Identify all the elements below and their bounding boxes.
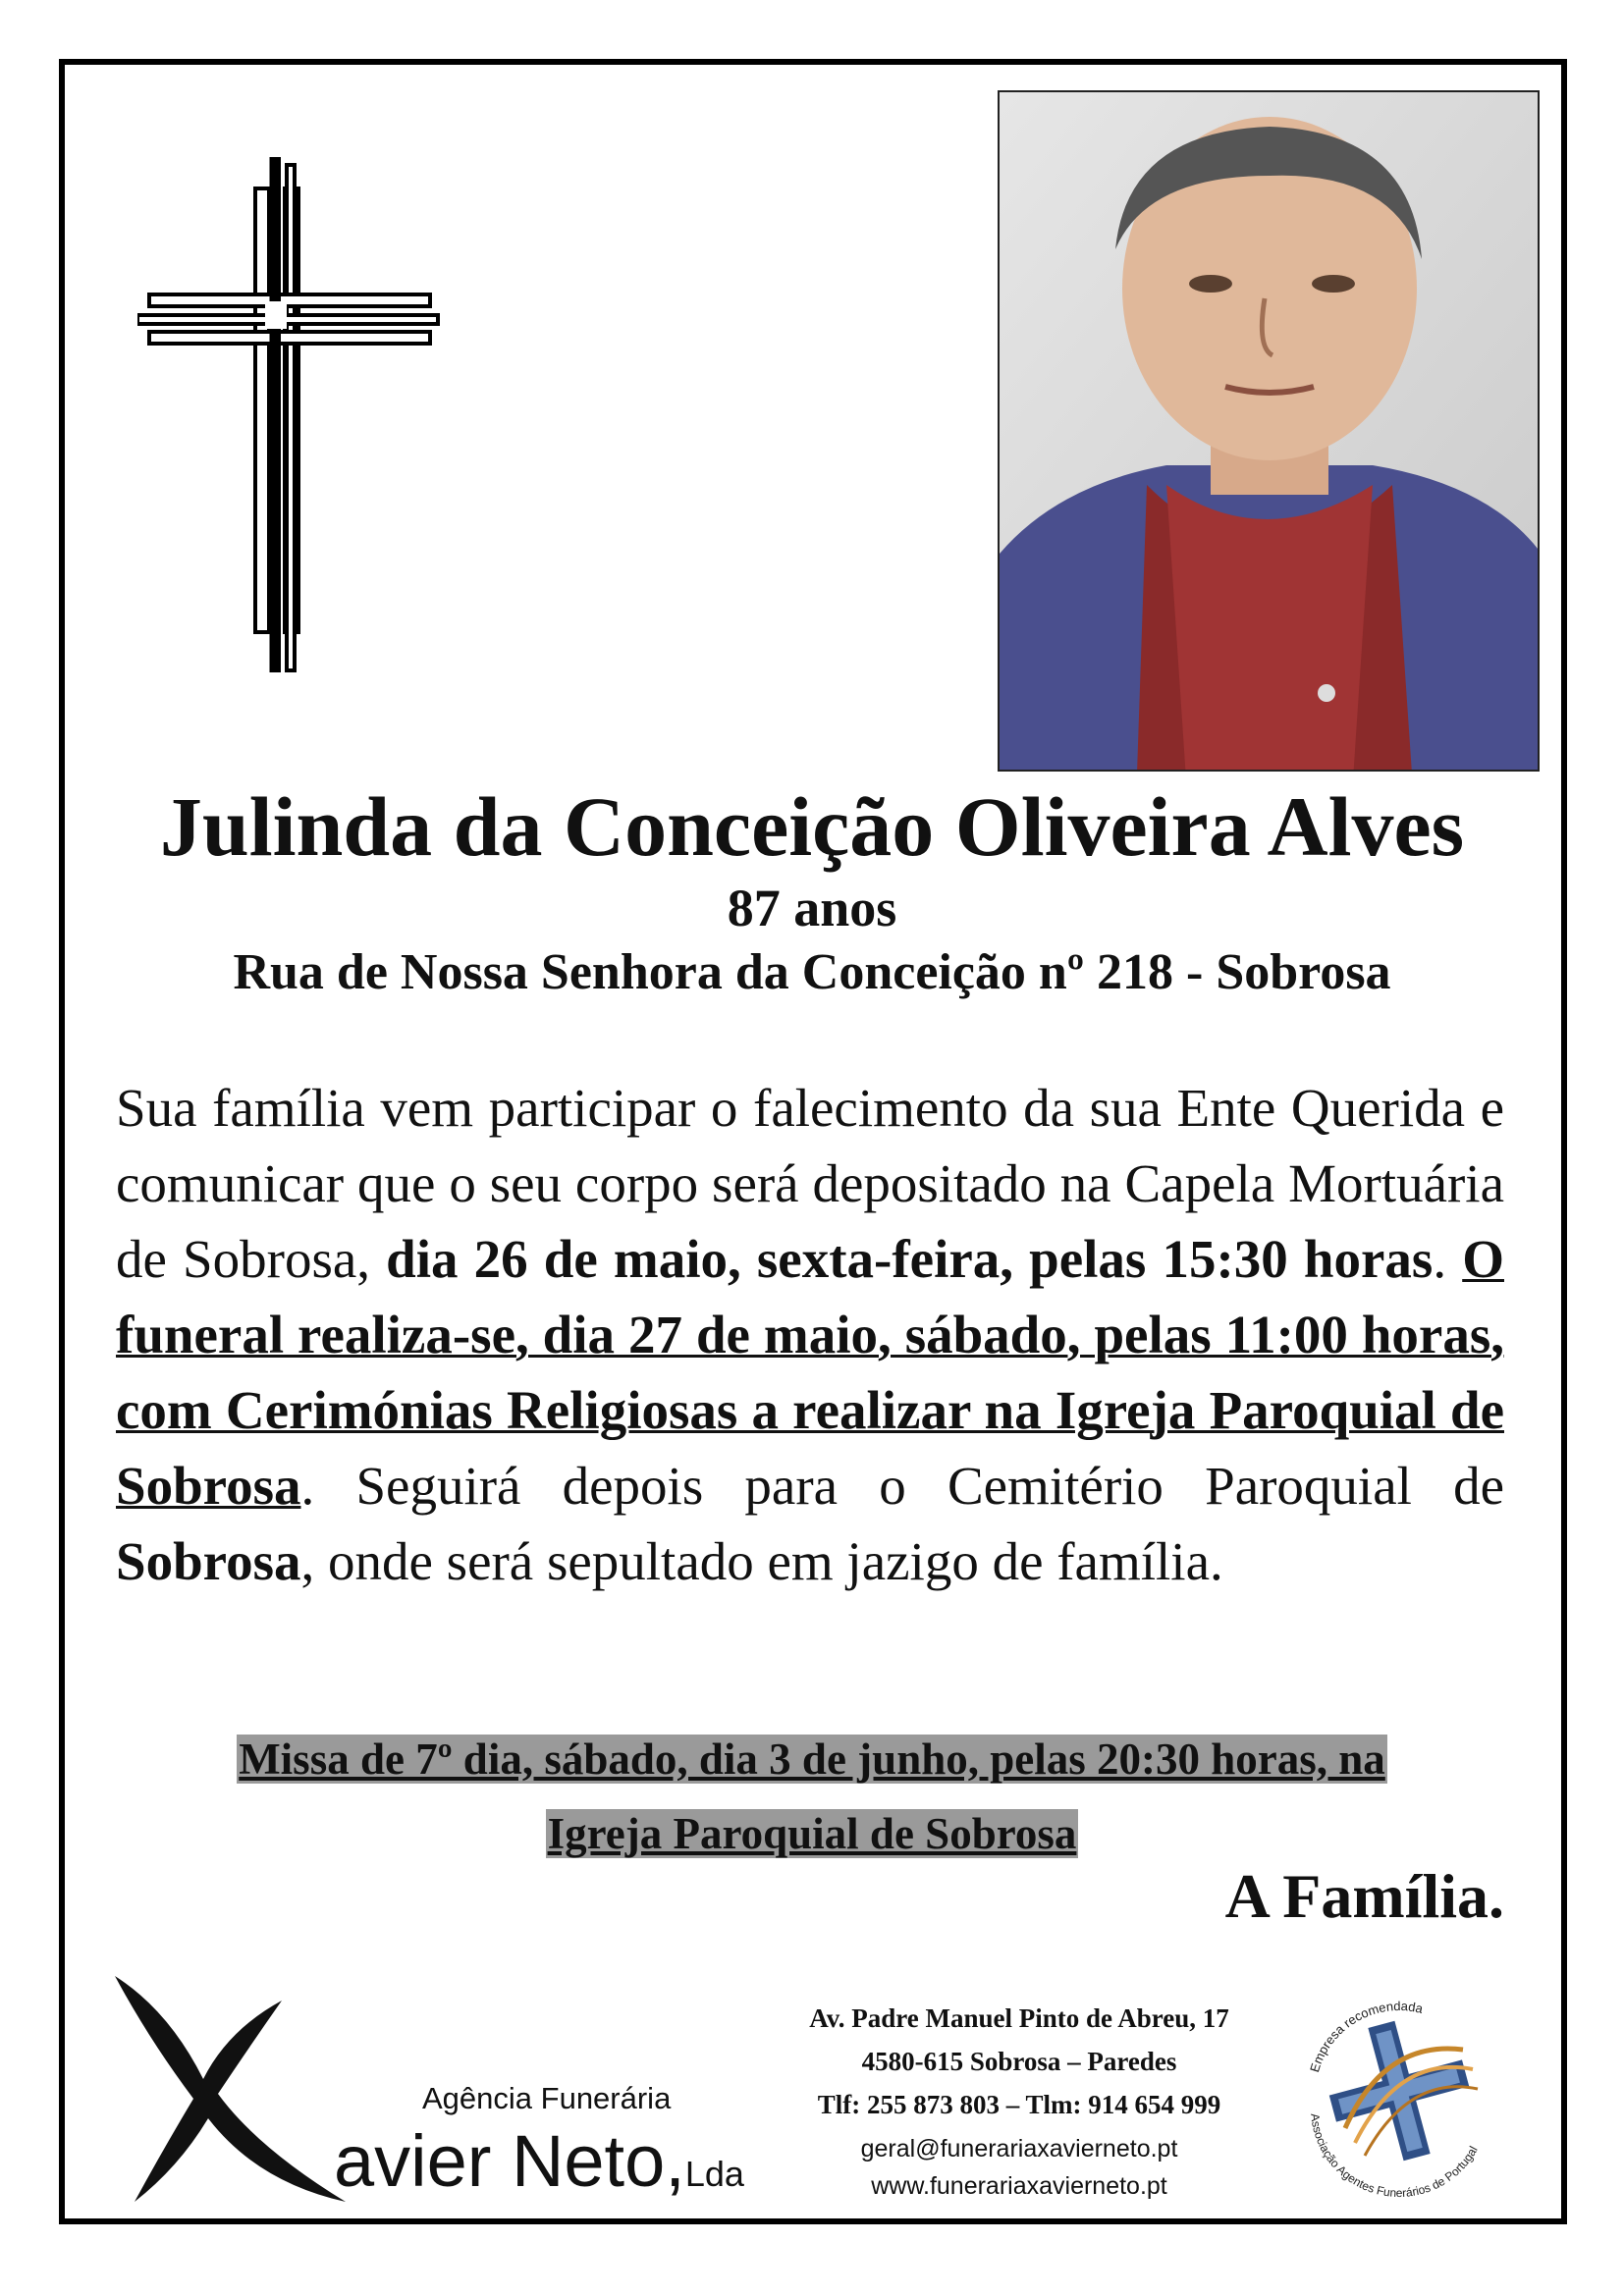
agency-address-line-2: 4580-615 Sobrosa – Paredes	[861, 2047, 1177, 2076]
association-top-text: Empresa recomendada	[1307, 1998, 1425, 2074]
announcement-intro: Sua família vem participar o falecimento da sua Ente Querida e comunicar que o seu corpo será depositado na Capela Mortuária de Sobrosa,	[116, 1078, 1504, 1289]
announcement-closing: , onde será sepultado em jazigo de família.	[300, 1531, 1223, 1591]
deceased-age: 87 anos	[727, 879, 897, 937]
agency-contact	[764, 1997, 1274, 2126]
announcement-sep1: .	[1433, 1229, 1463, 1289]
cemetery-name: Sobrosa	[116, 1531, 301, 1591]
deceased-photo	[998, 90, 1540, 772]
agency-website: www.funerariaxavierneto.pt	[871, 2172, 1167, 2200]
funeral-details: O funeral realiza-se, dia 27 de maio, sábado, pelas 11:00 horas, com Cerimónias Religiosas a realizar na Igreja Paroquial de Sobrosa	[116, 1229, 1504, 1516]
agency-web	[764, 2130, 1274, 2205]
agency-phones: Tlf: 255 873 803 – Tlm: 914 654 999	[817, 2090, 1221, 2119]
x-swirl-logo-icon	[110, 1971, 355, 2207]
association-bottom-text: Associação Agentes Funerários de Portugal	[1308, 2112, 1481, 2201]
wake-datetime: dia 26 de maio, sexta-feira, pelas 15:30 horas	[386, 1229, 1434, 1289]
announcement-text	[116, 1070, 1504, 1599]
association-emblem-icon	[1286, 1981, 1512, 2207]
cross-icon	[137, 157, 442, 672]
agency-suffix: Lda	[684, 2154, 744, 2194]
mass-line-1: Missa de 7º dia, sábado, dia 3 de junho, pelas 20:30 horas, na	[239, 1735, 1385, 1784]
mass-notice	[0, 1722, 1624, 1871]
agency-subtitle: Agência Funerária	[422, 2081, 672, 2115]
svg-text:Associação Agentes Funerários	[1308, 2112, 1481, 2200]
agency-name-text: avier Neto,	[334, 2120, 685, 2202]
deceased-name: Julinda da Conceição Oliveira Alves	[159, 779, 1465, 874]
agency-address-line-1: Av. Padre Manuel Pinto de Abreu, 17	[809, 2003, 1229, 2033]
deceased-address: Rua de Nossa Senhora da Conceição nº 218 - Sobrosa	[233, 944, 1391, 1000]
mass-line-2: Igreja Paroquial de Sobrosa	[547, 1809, 1077, 1858]
agency-email: geral@funerariaxavierneto.pt	[860, 2135, 1178, 2163]
agency-name	[334, 2120, 744, 2216]
signoff: A Família.	[1224, 1861, 1504, 1931]
svg-text:Empresa recomendada	[1307, 1999, 1425, 2074]
announcement-sep2: . Seguirá depois para o Cemitério Paroquial de	[300, 1456, 1504, 1516]
